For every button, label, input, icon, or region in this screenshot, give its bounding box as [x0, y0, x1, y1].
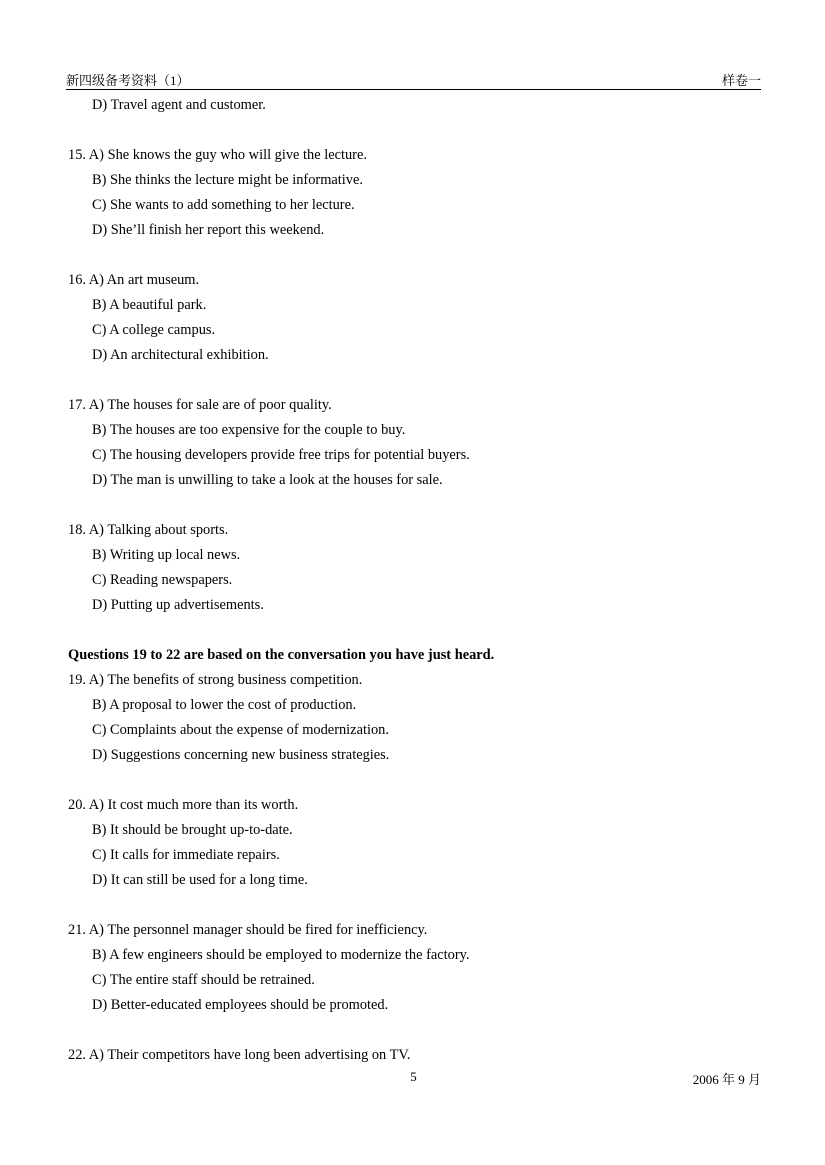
q16-option-c: C) A college campus.	[92, 322, 216, 338]
q21-option-b: B) A few engineers should be employed to modernize the factory.	[92, 947, 470, 963]
q15-option-c: C) She wants to add something to her lecture.	[92, 197, 355, 213]
q22-option-a: 22. A) Their competitors have long been advertising on TV.	[68, 1047, 411, 1063]
q19-option-b: B) A proposal to lower the cost of production.	[92, 697, 357, 713]
page-number: 5	[410, 1069, 417, 1084]
q17-option-a: 17. A) The houses for sale are of poor quality.	[68, 397, 332, 413]
footer-date: 2006 年 9 月	[692, 1072, 761, 1087]
q21-option-d: D) Better-educated employees should be promoted.	[92, 997, 389, 1013]
q21-option-c: C) The entire staff should be retrained.	[92, 972, 315, 988]
q17-option-d: D) The man is unwilling to take a look at the houses for sale.	[92, 472, 443, 488]
q15-option-b: B) She thinks the lecture might be informative.	[92, 172, 363, 188]
q18-option-a: 18. A) Talking about sports.	[68, 522, 229, 538]
page-footer	[66, 1069, 761, 1089]
q16-option-d: D) An architectural exhibition.	[92, 347, 269, 363]
page-content	[68, 93, 761, 1068]
q18-option-c: C) Reading newspapers.	[92, 572, 233, 588]
q15-option-a: 15. A) She knows the guy who will give the lecture.	[68, 147, 367, 163]
section-heading: Questions 19 to 22 are based on the conversation you have just heard.	[68, 647, 495, 663]
q15-option-d: D) She’ll finish her report this weekend.	[92, 222, 325, 238]
q17-option-c: C) The housing developers provide free trips for potential buyers.	[92, 447, 470, 463]
q18-option-b: B) Writing up local news.	[92, 547, 241, 563]
q16-option-b: B) A beautiful park.	[92, 297, 207, 313]
q16-option-a: 16. A) An art museum.	[68, 272, 200, 288]
q20-option-a: 20. A) It cost much more than its worth.	[68, 797, 299, 813]
q20-option-b: B) It should be brought up-to-date.	[92, 822, 293, 838]
q19-option-c: C) Complaints about the expense of modernization.	[92, 722, 389, 738]
q20-option-c: C) It calls for immediate repairs.	[92, 847, 280, 863]
q18-option-d: D) Putting up advertisements.	[92, 597, 264, 613]
q19-option-a: 19. A) The benefits of strong business competition.	[68, 672, 363, 688]
q17-option-b: B) The houses are too expensive for the couple to buy.	[92, 422, 406, 438]
page-header	[66, 70, 761, 90]
q21-option-a: 21. A) The personnel manager should be fired for inefficiency.	[68, 922, 428, 938]
q20-option-d: D) It can still be used for a long time.	[92, 872, 308, 888]
header-paper-label: 样卷一	[721, 73, 761, 88]
q19-option-d: D) Suggestions concerning new business strategies.	[92, 747, 390, 763]
header-title: 新四级备考资料（1）	[66, 73, 190, 88]
q14-option-d: D) Travel agent and customer.	[92, 97, 266, 113]
